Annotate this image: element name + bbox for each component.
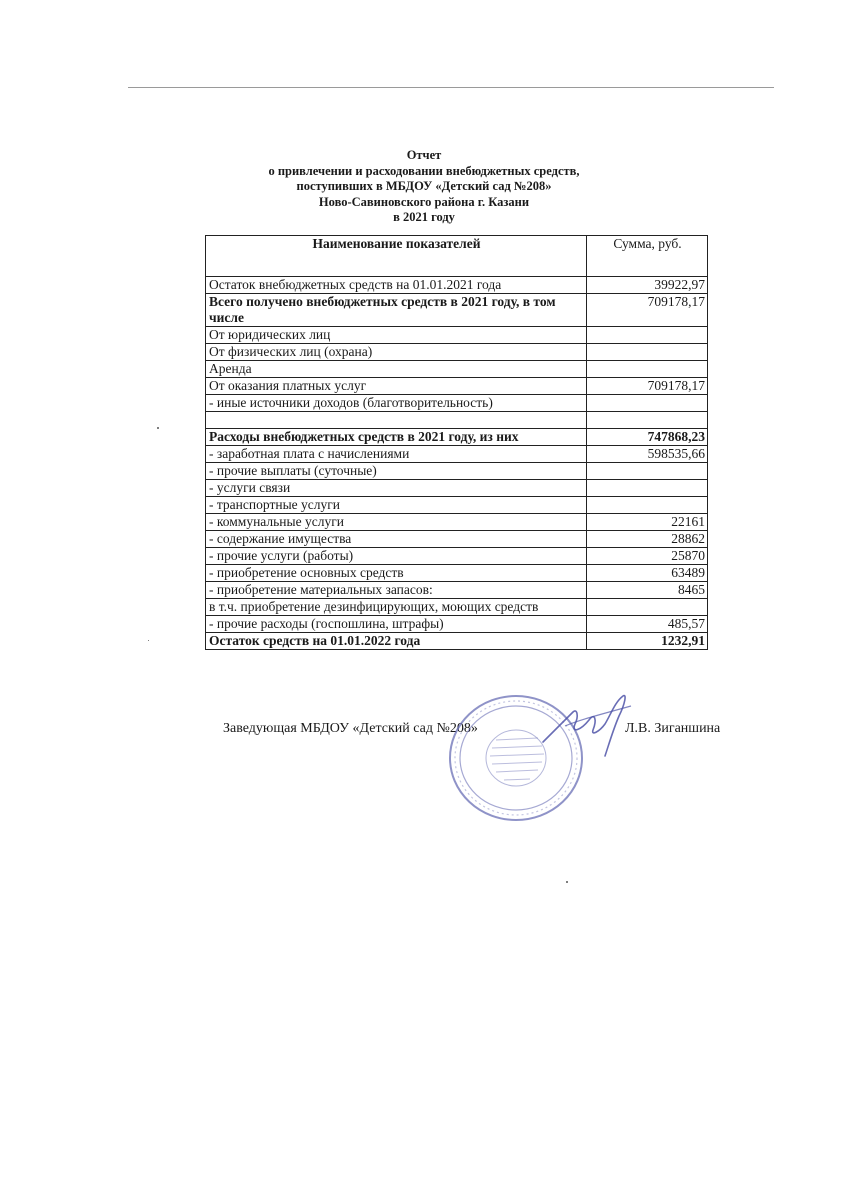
signatory-position: Заведующая МБДОУ «Детский сад №208»: [223, 721, 478, 736]
table-row: [206, 429, 708, 446]
row-label: - заработная плата с начислениями: [206, 446, 587, 463]
row-amount: [587, 463, 708, 480]
handwritten-signature-icon: [535, 690, 645, 760]
row-label: От физических лиц (охрана): [206, 344, 587, 361]
row-label: в т.ч. приобретение дезинфицирующих, моющих средств: [206, 599, 587, 616]
table-row: [206, 361, 708, 378]
table-row: [206, 480, 708, 497]
row-label: Остаток средств на 01.01.2022 года: [206, 633, 587, 650]
row-label: - прочие расходы (госпошлина, штрафы): [206, 616, 587, 633]
row-label: От юридических лиц: [206, 327, 587, 344]
report-subtitle-line-1: о привлечении и расходовании внебюджетных средств,: [268, 163, 580, 178]
top-divider: [128, 87, 774, 88]
row-amount: 25870: [587, 548, 708, 565]
row-amount: [587, 395, 708, 412]
row-label: - приобретение материальных запасов:: [206, 582, 587, 599]
table-row: [206, 395, 708, 412]
report-subtitle-line-3: Ново-Савиновского района г. Казани: [318, 194, 530, 209]
table-row: [206, 531, 708, 548]
table-row: [206, 463, 708, 480]
scan-speck: [157, 427, 159, 429]
table-row: [206, 633, 708, 650]
row-amount: 22161: [587, 514, 708, 531]
table-row: [206, 327, 708, 344]
report-table: [205, 235, 708, 650]
signatory-name: Л.В. Зиганшина: [625, 721, 721, 736]
header-name-cell: Наименование показателей: [206, 236, 587, 277]
row-label: Аренда: [206, 361, 587, 378]
report-title: Отчет: [406, 148, 442, 162]
row-label: - транспортные услуги: [206, 497, 587, 514]
scan-speck: [566, 881, 568, 883]
report-title-block: [0, 148, 848, 226]
row-label: - прочие выплаты (суточные): [206, 463, 587, 480]
table-row: [206, 497, 708, 514]
row-amount: [587, 344, 708, 361]
row-label: Всего получено внебюджетных средств в 2021 году, в том числе: [206, 294, 587, 327]
table-row: [206, 277, 708, 294]
table-row: [206, 378, 708, 395]
table-row: [206, 294, 708, 327]
table-row: [206, 446, 708, 463]
row-label: [206, 412, 587, 429]
row-amount: 39922,97: [587, 277, 708, 294]
table-row: [206, 412, 708, 429]
row-amount: 485,57: [587, 616, 708, 633]
row-amount: [587, 361, 708, 378]
row-amount: [587, 497, 708, 514]
row-label: - коммунальные услуги: [206, 514, 587, 531]
table-row: [206, 582, 708, 599]
row-label: Расходы внебюджетных средств в 2021 году, из них: [206, 429, 587, 446]
row-amount: 709178,17: [587, 294, 708, 327]
header-sum-cell: Сумма, руб.: [587, 236, 708, 277]
row-amount: 598535,66: [587, 446, 708, 463]
row-amount: 8465: [587, 582, 708, 599]
table-row: [206, 616, 708, 633]
row-amount: 747868,23: [587, 429, 708, 446]
scan-speck: [148, 640, 149, 641]
row-label: - услуги связи: [206, 480, 587, 497]
row-amount: [587, 480, 708, 497]
row-label: От оказания платных услуг: [206, 378, 587, 395]
table-row: [206, 344, 708, 361]
row-amount: 28862: [587, 531, 708, 548]
row-amount: [587, 412, 708, 429]
row-amount: 1232,91: [587, 633, 708, 650]
table-row: [206, 548, 708, 565]
row-label: - иные источники доходов (благотворительность): [206, 395, 587, 412]
row-label: - приобретение основных средств: [206, 565, 587, 582]
table-row: [206, 565, 708, 582]
row-amount: 709178,17: [587, 378, 708, 395]
table-row: [206, 599, 708, 616]
table-header-row: [206, 236, 708, 277]
row-label: - содержание имущества: [206, 531, 587, 548]
row-label: Остаток внебюджетных средств на 01.01.2021 года: [206, 277, 587, 294]
row-label: - прочие услуги (работы): [206, 548, 587, 565]
table-row: [206, 514, 708, 531]
report-subtitle-line-2: поступивших в МБДОУ «Детский сад №208»: [296, 179, 552, 193]
report-subtitle-line-4: в 2021 году: [393, 210, 455, 224]
row-amount: [587, 599, 708, 616]
row-amount: 63489: [587, 565, 708, 582]
row-amount: [587, 327, 708, 344]
